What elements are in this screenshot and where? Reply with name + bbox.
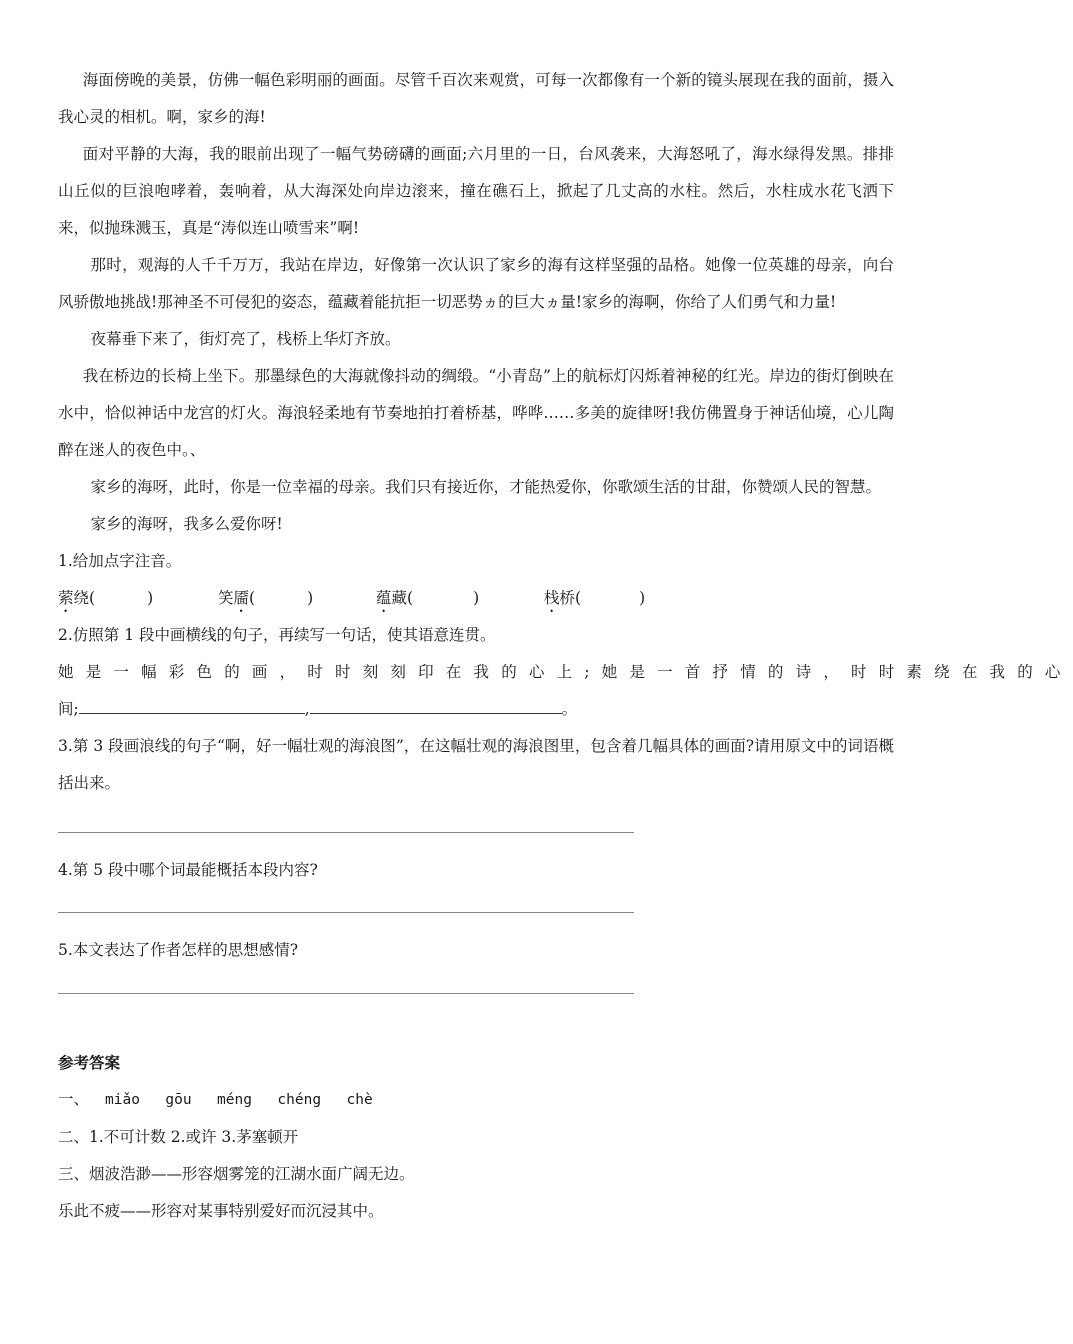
passage-paragraph-1: 海面傍晚的美景，仿佛一幅色彩明丽的画面。尽管千百次来观赏，可每一次都像有一个新的镜头展现在我的面前，摄入我心灵的相机。啊，家乡的海! bbox=[58, 71, 894, 126]
question-1-items bbox=[58, 580, 894, 617]
passage-paragraph-7: 家乡的海呀，我多么爱你呀! bbox=[90, 515, 283, 533]
question-2-fill: 间; , 。 bbox=[58, 691, 894, 728]
answer-1: 一、 miǎo gōu méng chéng chè bbox=[58, 1090, 373, 1108]
answer-blank-2b[interactable] bbox=[310, 697, 562, 714]
answer-2: 二、1.不可计数 2.或许 3.茅塞顿开 bbox=[58, 1128, 299, 1146]
passage-paragraph-5: 我在桥边的长椅上坐下。那墨绿色的大海就像抖动的绸缎。“小青岛”上的航标灯闪烁着神秘的红光。岸边的街灯倒映在水中，恰似神话中龙宫的灯火。海浪轻柔地有节奏地拍打着桥基，哗哗……多美的旋律呀!我仿佛置身于神话仙境，心儿陶醉在迷人的夜色中。、 bbox=[58, 367, 894, 459]
question-4: 4.第 5 段中哪个词最能概括本段内容? bbox=[58, 861, 318, 879]
pinyin-item-2: 笑靥( ) bbox=[218, 589, 314, 607]
passage-paragraph-4: 夜幕垂下来了，街灯亮了，栈桥上华灯齐放。 bbox=[90, 330, 401, 348]
answer-4: 乐此不疲——形容对某事特别爱好而沉浸其中。 bbox=[58, 1202, 384, 1220]
pinyin-item-4: 栈桥( ) bbox=[544, 589, 646, 607]
question-5: 5.本文表达了作者怎样的思想感情? bbox=[58, 941, 299, 959]
question-2-example: 她是一幅彩色的画，时时刻刻印在我的心上;她是一首抒情的诗，时时素绕在我的心 bbox=[58, 663, 1073, 681]
passage-paragraph-6: 家乡的海呀，此时，你是一位幸福的母亲。我们只有接近你，才能热爱你，你歌颂生活的甘甜，你赞颂人民的智慧。 bbox=[90, 478, 882, 496]
pinyin-item-1: 萦绕( ) bbox=[58, 589, 154, 607]
question-1: 1.给加点字注音。 bbox=[58, 552, 182, 570]
answer-3: 三、烟波浩渺——形容烟雾笼的江湖水面广阔无边。 bbox=[58, 1165, 415, 1183]
document-page bbox=[58, 62, 1073, 1230]
pinyin-item-3: 蕴藏( ) bbox=[376, 589, 480, 607]
passage-paragraph-3: 那时，观海的人千千万万，我站在岸边，好像第一次认识了家乡的海有这样坚强的品格。她像一位英雄的母亲，向台风骄傲地挑战!那神圣不可侵犯的姿态，蕴藏着能抗拒一切恶势ヵ的巨大ヵ量!家乡的海啊，你给了人们勇气和力量! bbox=[58, 256, 894, 311]
question-3: 3.第 3 段画浪线的句子“啊，好一幅壮观的海浪图”，在这幅壮观的海浪图里，包含着几幅具体的画面?请用原文中的词语概括出来。 bbox=[58, 737, 894, 792]
question-2: 2.仿照第 1 段中画横线的句子，再续写一句话，使其语意连贯。 bbox=[58, 626, 496, 644]
answer-blank-2a[interactable] bbox=[79, 697, 305, 714]
answers-title: 参考答案 bbox=[58, 1053, 121, 1072]
passage-paragraph-2: 面对平静的大海，我的眼前出现了一幅气势磅礴的画面;六月里的一日，台风袭来，大海怒吼了，海水绿得发黑。排排山丘似的巨浪咆哮着，轰响着，从大海深处向岸边滚来，撞在礁石上，掀起了几丈高的水柱。然后，水柱成水花飞洒下来，似抛珠溅玉，真是“涛似连山喷雪来”啊! bbox=[58, 145, 894, 237]
